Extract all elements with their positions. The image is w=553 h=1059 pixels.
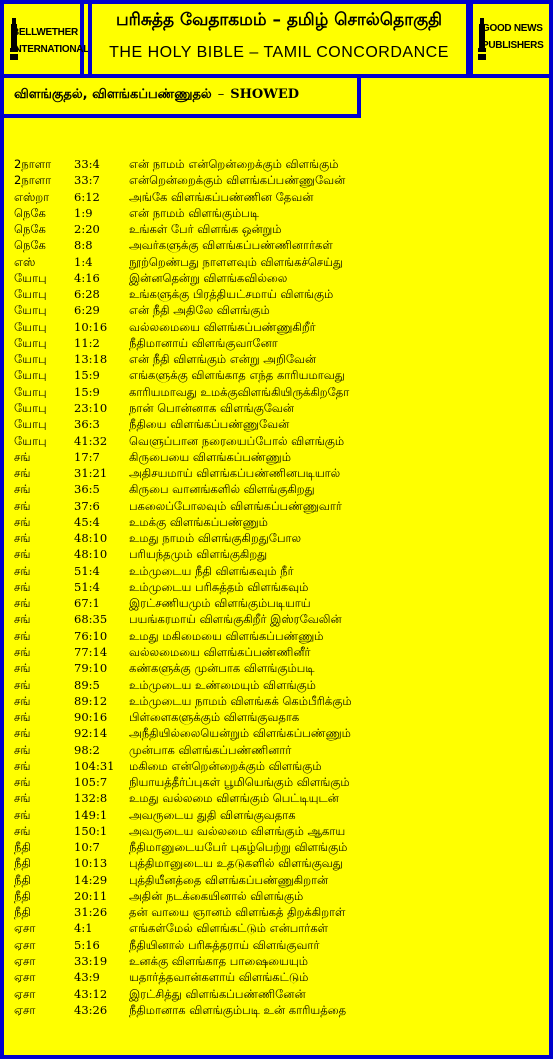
- entry-text: முன்பாக விளங்கப்பண்ணினார்: [129, 742, 292, 757]
- entry-book: ஏசா: [14, 1002, 36, 1017]
- entry-book: சங்: [14, 514, 31, 529]
- entry-text: அதின் நடக்கையினால் விளங்கும்: [129, 888, 304, 903]
- entry-book: சங்: [14, 677, 31, 692]
- entry-book: யோபு: [14, 335, 47, 350]
- entry-book: யோபு: [14, 303, 47, 318]
- entry-reference: 33:4: [74, 157, 100, 171]
- entry-book: யோபு: [14, 270, 47, 285]
- entry-book: ஏசா: [14, 937, 36, 952]
- entry-book: சங்: [14, 596, 31, 611]
- entry-book: யோபு: [14, 417, 47, 432]
- entry-reference: 51:4: [74, 579, 100, 594]
- entry-reference: 43:26: [74, 1002, 108, 1017]
- entry-reference: 6:12: [74, 189, 100, 204]
- entry-reference: 37:6: [74, 498, 100, 513]
- entry-text: நீதிமானுடையபேர் புகழ்பெற்று விளங்கும்: [129, 840, 348, 855]
- entry-book: 2நாளா: [14, 173, 52, 188]
- entry-text: கிருபையை விளங்கப்பண்ணும்: [129, 449, 291, 464]
- entry-text: எங்களுக்கு விளங்காத எந்த காரியமாவது: [129, 368, 345, 383]
- entry-text: காரியமாவது உமக்குவிளங்கியிருக்கிறதோ: [129, 384, 350, 399]
- entry-reference: 43:12: [74, 986, 108, 1001]
- entry-text: கண்களுக்கு முன்பாக விளங்கும்படி: [129, 661, 315, 676]
- entry-book: நீதி: [14, 888, 31, 903]
- entry-book: சங்: [14, 693, 31, 708]
- entry-text: இன்னதென்று விளங்கவில்லை: [129, 270, 288, 285]
- entry-book: சங்: [14, 498, 31, 513]
- entry-book: ஏசா: [14, 921, 36, 936]
- entry-book: யோபு: [14, 384, 47, 399]
- entry-text: அவருடைய வல்லமை விளங்கும் ஆகாய: [129, 823, 346, 838]
- entry-text: அநீதியில்லையென்றும் விளங்கப்பண்ணும்: [129, 726, 351, 741]
- logo-right-line2: PUBLISHERS: [482, 40, 544, 51]
- entry-reference: 76:10: [74, 628, 108, 643]
- entry-text: வெளுப்பான நரையைப்போல் விளங்கும்: [129, 433, 345, 448]
- entry-book: நீதி: [14, 856, 31, 871]
- entry-reference: 2:20: [74, 222, 100, 237]
- entry-reference: 36:5: [74, 482, 100, 497]
- entry-book: சங்: [14, 612, 31, 627]
- entry-text: என் நீதி அதிலே விளங்கும்: [129, 303, 270, 318]
- entry-text: என்றென்றைக்கும் விளங்கப்பண்ணுவேன்: [129, 173, 346, 188]
- entry-book: சங்: [14, 628, 31, 643]
- entry-reference: 5:16: [74, 937, 100, 952]
- entry-text: உங்களுக்கு பிரத்தியட்சமாய் விளங்கும்: [129, 287, 334, 302]
- entry-text: உமக்கு விளங்கப்பண்ணும்: [129, 514, 268, 529]
- entry-text: நான் பொன்னாக விளங்குவேன்: [129, 400, 295, 415]
- entry-book: நீதி: [14, 905, 31, 920]
- logo-left-line1: BELLWETHER: [12, 27, 78, 38]
- entry-reference: 33:19: [74, 954, 108, 969]
- entry-book: நெகே: [14, 205, 46, 220]
- entry-book: நெகே: [14, 222, 46, 237]
- good-news-logo: [469, 4, 549, 74]
- entry-reference: 67:1: [74, 596, 100, 611]
- entry-reference: 48:10: [74, 547, 108, 562]
- entry-book: யோபு: [14, 287, 47, 302]
- headword-tamil: விளங்குதல், விளங்கப்பண்ணுதல்: [14, 87, 212, 102]
- entry-reference: 89:12: [74, 693, 108, 708]
- entry-reference: 43:9: [74, 970, 100, 985]
- entry-text: நீதிமானாய் விளங்குவானோ: [129, 335, 278, 350]
- entry-text: உம்முடைய நாமம் விளங்கக் கெம்பீரிக்கும்: [129, 693, 352, 708]
- entry-reference: 51:4: [74, 563, 100, 578]
- entry-reference: 68:35: [74, 612, 108, 627]
- entry-reference: 105:7: [74, 775, 108, 790]
- headword: [14, 87, 299, 103]
- entry-reference: 20:11: [74, 888, 108, 903]
- entry-reference: 4:1: [74, 921, 93, 936]
- title-panel: [88, 4, 470, 74]
- entry-book: எஸ்: [14, 254, 36, 269]
- entry-reference: 36:3: [74, 417, 100, 432]
- entry-text: உனக்கு விளங்காத பாஷையையும்: [129, 954, 308, 969]
- entry-text: எங்கள்மேல் விளங்கட்டும் என்பார்கள்: [129, 921, 329, 936]
- entry-reference: 6:29: [74, 303, 100, 318]
- entry-text: தன் வாயை ஞானம் விளங்கத் திறக்கிறாள்: [129, 905, 346, 920]
- entry-text: அதிசயமாய் விளங்கப்பண்ணினபடியால்: [129, 466, 341, 481]
- entry-text: நியாயத்தீர்ப்புகள் பூமியெங்கும் விளங்கும்: [129, 775, 350, 790]
- entry-reference: 4:16: [74, 270, 100, 285]
- entry-reference: 48:10: [74, 531, 108, 546]
- entry-text: புத்திமானுடைய உதடுகளில் விளங்குவது: [129, 856, 343, 871]
- entry-reference: 10:7: [74, 840, 100, 855]
- entry-book: சங்: [14, 466, 31, 481]
- entry-book: சங்: [14, 775, 31, 790]
- entry-reference: 149:1: [74, 807, 108, 822]
- entry-reference: 10:13: [74, 856, 108, 871]
- entry-text: நூற்றெண்பது நாளளவும் விளங்கச்செய்து: [129, 254, 343, 269]
- entry-reference: 15:9: [74, 384, 100, 399]
- entry-text: நீதியை விளங்கப்பண்ணுவேன்: [129, 417, 290, 432]
- entry-text: உம்முடைய உண்மையும் விளங்கும்: [129, 677, 316, 692]
- logo-right-line1: GOOD NEWS: [482, 23, 543, 34]
- entry-text: நீதிமானாக விளங்கும்படி உன் காரியத்தை: [129, 1002, 347, 1017]
- entry-book: சங்: [14, 742, 31, 757]
- entry-text: நீதியினால் பரிசுத்தராய் விளங்குவார்: [129, 937, 320, 952]
- logo-left-line2: INTERNATIONAL: [12, 44, 90, 55]
- entry-text: என் நாமம் என்றென்றைக்கும் விளங்கும்: [129, 157, 339, 171]
- entry-reference: 31:26: [74, 905, 108, 920]
- entry-text: பகலைப்போலவும் விளங்கப்பண்ணுவார்: [129, 498, 342, 513]
- entry-text: அவருடைய துதி விளங்குவதாக: [129, 807, 296, 822]
- entry-reference: 23:10: [74, 400, 108, 415]
- entry-reference: 45:4: [74, 514, 100, 529]
- entry-reference: 33:7: [74, 173, 100, 188]
- entry-book: நீதி: [14, 840, 31, 855]
- entry-book: சங்: [14, 579, 31, 594]
- entry-text: என் நீதி விளங்கும் என்று அறிவேன்: [129, 352, 317, 367]
- entry-text: பயங்கரமாய் விளங்குகிறீர் இஸ்ரவேலின்: [129, 612, 342, 627]
- entry-book: சங்: [14, 482, 31, 497]
- title-tamil: பரிசுத்த வேதாகமம் – தமிழ் சொல்தொகுதி: [115, 10, 443, 30]
- entry-book: யோபு: [14, 368, 47, 383]
- entry-reference: 98:2: [74, 742, 100, 757]
- entry-book: சங்: [14, 726, 31, 741]
- entry-book: சங்: [14, 547, 31, 562]
- entry-book: ஏசா: [14, 986, 36, 1001]
- entry-text: யதார்த்தவான்களாய் விளங்கட்டும்: [129, 970, 309, 985]
- entry-reference: 1:9: [74, 205, 93, 220]
- entry-reference: 8:8: [74, 238, 93, 253]
- entry-book: 2நாளா: [14, 157, 52, 171]
- entry-text: உமது நாமம் விளங்குகிறதுபோல: [129, 531, 302, 546]
- entry-text: உங்கள் பேர் விளங்க ஒன்றும்: [129, 222, 282, 237]
- entry-text: உமது மகிமையை விளங்கப்பண்ணும்: [129, 628, 324, 643]
- entry-text: வல்லமையை விளங்கப்பண்ணுகிறீர்: [129, 319, 316, 334]
- entry-book: நெகே: [14, 238, 46, 253]
- entry-book: ஏசா: [14, 970, 36, 985]
- entry-book: சங்: [14, 791, 31, 806]
- entry-book: நீதி: [14, 872, 31, 887]
- entry-reference: 13:18: [74, 352, 108, 367]
- entry-reference: 15:9: [74, 368, 100, 383]
- entry-book: சங்: [14, 449, 31, 464]
- entry-reference: 79:10: [74, 661, 108, 676]
- entry-text: இரட்சணியமும் விளங்கும்படியாய்: [129, 596, 311, 611]
- good-news-logo-text: [482, 20, 543, 54]
- entry-book: சங்: [14, 644, 31, 659]
- entry-reference: 92:14: [74, 726, 108, 741]
- entry-text: வல்லமையை விளங்கப்பண்ணினீர்: [129, 644, 311, 659]
- entry-book: சங்: [14, 710, 31, 725]
- entry-book: சங்: [14, 531, 31, 546]
- entry-text: கிருபை வானங்களில் விளங்குகிறது: [129, 482, 315, 497]
- entry-text: பரியந்தமும் விளங்குகிறது: [129, 547, 268, 562]
- entry-reference: 89:5: [74, 677, 100, 692]
- entry-reference: 6:28: [74, 287, 100, 302]
- entry-text: அவர்களுக்கு விளங்கப்பண்ணினார்கள்: [129, 238, 333, 253]
- entry-book: யோபு: [14, 352, 47, 367]
- entry-text: உம்முடைய பரிசுத்தம் விளங்கவும்: [129, 579, 309, 594]
- entry-text: பிள்ளைகளுக்கும் விளங்குவதாக: [129, 710, 300, 725]
- entry-book: சங்: [14, 758, 31, 773]
- entry-book: சங்: [14, 823, 31, 838]
- entry-reference: 41:32: [74, 433, 108, 448]
- entry-reference: 11:2: [74, 335, 100, 350]
- entry-book: யோபு: [14, 319, 47, 334]
- entry-book: யோபு: [14, 433, 47, 448]
- entry-reference: 77:14: [74, 644, 108, 659]
- headword-separator: –: [217, 87, 225, 102]
- entry-text: என் நாமம் விளங்கும்படி: [129, 205, 259, 220]
- entry-reference: 17:7: [74, 449, 100, 464]
- entry-book: சங்: [14, 661, 31, 676]
- entry-reference: 31:21: [74, 466, 108, 481]
- entry-reference: 90:16: [74, 710, 108, 725]
- entry-reference: 150:1: [74, 823, 108, 838]
- title-english: THE HOLY BIBLE – TAMIL CONCORDANCE: [109, 44, 449, 61]
- entry-book: சங்: [14, 807, 31, 822]
- entry-text: அங்கே விளங்கப்பண்ணின தேவன்: [129, 189, 314, 204]
- entry-text: புத்தியீனத்தை விளங்கப்பண்ணுகிறான்: [129, 872, 329, 887]
- bellwether-logo: [4, 4, 90, 74]
- entry-book: ஏசா: [14, 954, 36, 969]
- headword-box: [4, 78, 361, 118]
- entry-text: உமது வல்லமை விளங்கும் பெட்டியுடன்: [129, 791, 339, 806]
- entry-text: மகிமை என்றென்றைக்கும் விளங்கும்: [129, 758, 322, 773]
- entry-book: எஸ்றா: [14, 189, 50, 204]
- entry-reference: 10:16: [74, 319, 108, 334]
- entry-reference: 104:31: [74, 758, 115, 773]
- entry-reference: 14:29: [74, 872, 108, 887]
- entry-text: உம்முடைய நீதி விளங்கவும் நீர்: [129, 563, 294, 578]
- entry-text: இரட்சித்து விளங்கப்பண்ணினேன்: [129, 986, 306, 1001]
- entry-reference: 1:4: [74, 254, 93, 269]
- entry-reference: 132:8: [74, 791, 108, 806]
- headword-english: SHOWED: [230, 87, 300, 102]
- entry-book: யோபு: [14, 400, 47, 415]
- entry-book: சங்: [14, 563, 31, 578]
- bellwether-logo-text: [12, 24, 89, 58]
